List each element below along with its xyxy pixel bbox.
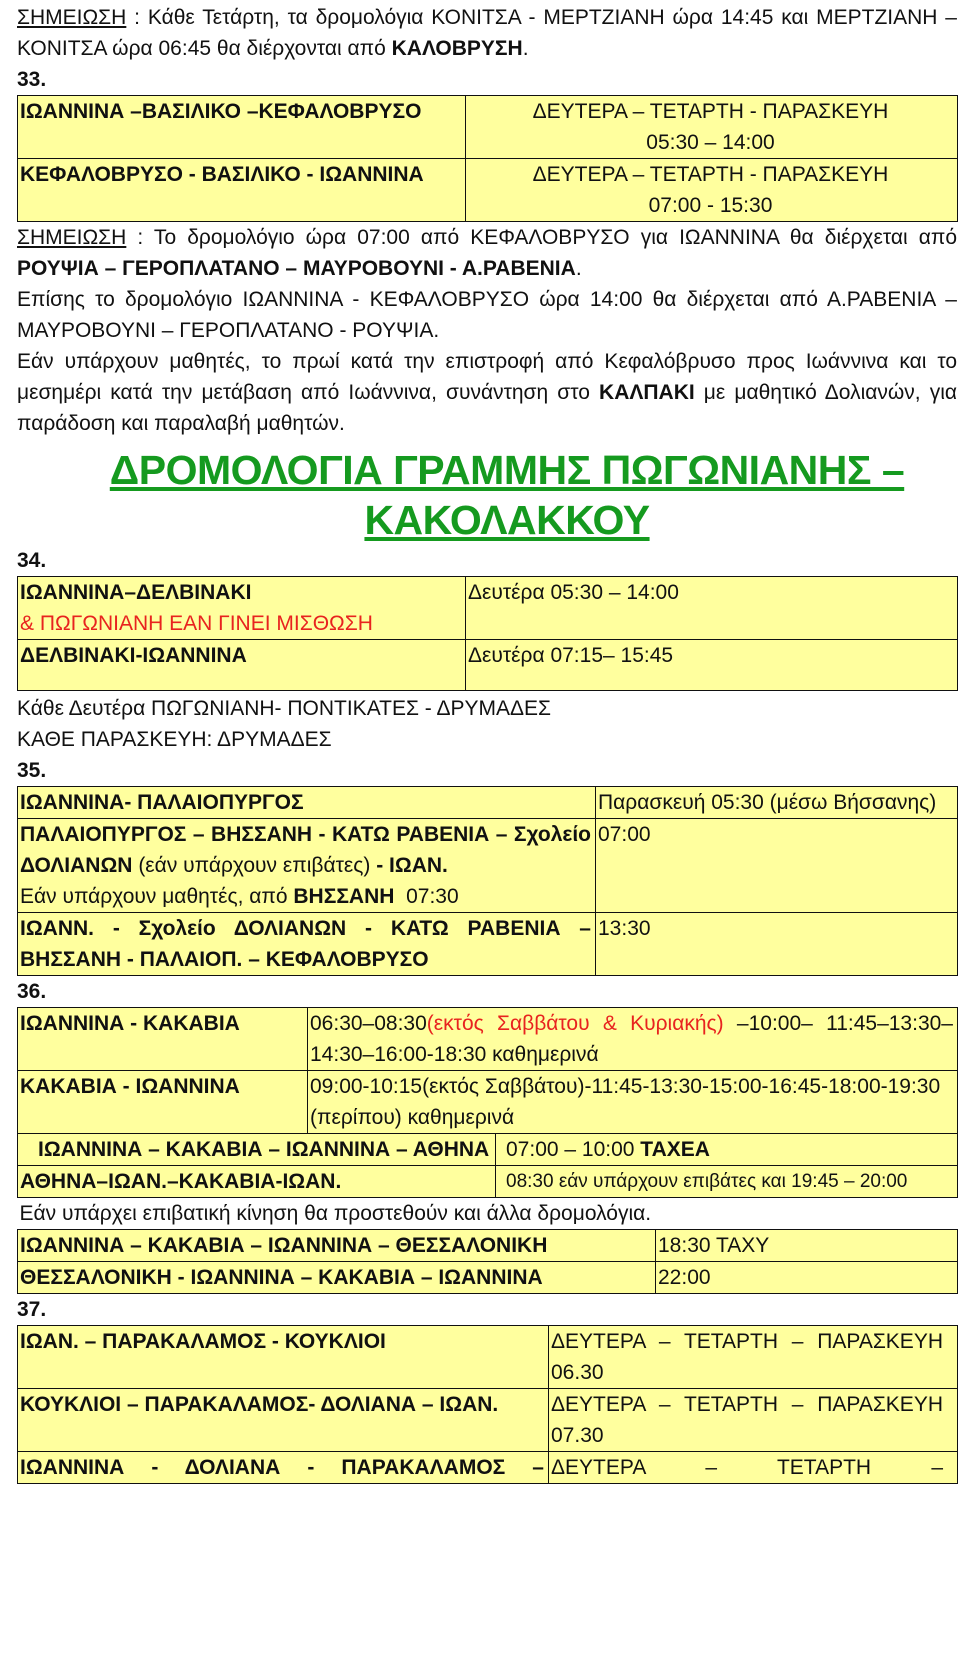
time-cell	[496, 1134, 958, 1166]
table-row	[18, 1134, 958, 1166]
time-cell: ΔΕΥΤΕΡΑ – ΤΕΤΑΡΤΗ – ΠΑΡΑΣΚΕΥΗ 06.30	[549, 1326, 958, 1389]
table-row	[18, 1230, 958, 1262]
heading-line-2: ΚΑΚΟΛΑΚΚΟΥ	[364, 497, 650, 543]
student-stop: ΒΗΣΣΑΝΗ	[293, 885, 395, 908]
route-number-35: 35.	[17, 759, 47, 782]
time-text: 06:30–08:30	[310, 1012, 427, 1035]
days-text: ΔΕΥΤΕΡΑ – ΤΕΤΑΡΤΗ - ΠΑΡΑΣΚΕΥΗ	[532, 100, 889, 123]
times-text: 05:30 – 14:00	[646, 131, 775, 154]
note-33-second: Επίσης το δρομολόγιο ΙΩΑΝΝΙΝΑ - ΚΕΦΑΛΟΒΡΥΣΟ ώρα 14:00 θα διέρχεται από Α.ΡΑΒΕΝΙΑ – ΜΑΥΡΟΒΟΥΝΙ – ΓΕΡΟΠΛΑΤΑΝΟ - ΡΟΥΨΙΑ.	[17, 288, 957, 342]
route-extra-text: & ΠΩΓΩΝΙΑΝΗ ΕΑΝ ΓΙΝΕΙ ΜΙΣΘΩΣΗ	[20, 612, 373, 635]
time-cell: 09:00-10:15(εκτός Σαββάτου)-11:45-13:30-15:00-16:45-18:00-19:30 (περίπου) καθημερινά	[308, 1071, 958, 1134]
route-cell: ΙΩΑΝΝ. - Σχολείο ΔΟΛΙΑΝΩΝ - ΚΑΤΩ ΡΑΒΕΝΙΑ – ΒΗΣΣΑΝΗ - ΠΑΛΑΙΟΠ. – ΚΕΦΑΛΟΒΡΥΣΟ	[18, 913, 596, 976]
note-end: .	[522, 37, 529, 60]
note-place: ΚΑΛΟΒΡΥΣΗ	[391, 37, 523, 60]
note-top	[17, 2, 957, 64]
note-end: .	[575, 257, 582, 280]
route-number-37: 37.	[17, 1298, 47, 1321]
note-cell: Εάν υπάρχει επιβατική κίνηση θα προστεθούν και άλλα δρομολόγια.	[18, 1198, 958, 1230]
time-cell: Παρασκευή 05:30 (μέσω Βήσσανης)	[596, 787, 958, 819]
route-number-36: 36.	[17, 980, 47, 1003]
route-number-33: 33.	[17, 68, 47, 91]
note-text: Εάν υπάρχουν μαθητές, το πρωί κατά την επιστροφή από Κεφαλόβρυσο προς Ιωάννινα και το μεσημέρι κατά την μετάβαση από Ιωάννινα, συνάντηση στο	[17, 350, 957, 404]
route-condition: (εάν υπάρχουν επιβάτες)	[132, 854, 377, 877]
time-cell: Δευτέρα 05:30 – 14:00	[466, 577, 958, 640]
note-label: ΣΗΜΕΙΩΣΗ	[17, 6, 127, 29]
table-row	[18, 819, 958, 913]
student-time: 07:30	[394, 885, 459, 908]
route-text: ΙΩΑΝΝΙΝΑ - ΔΟΛΙΑΝΑ - ΠΑΡΑΚΑΛΑΜΟΣ –	[20, 1456, 544, 1479]
route-text: ΙΩΑΝΝΙΝΑ–ΔΕΛΒΙΝΑΚΙ	[20, 581, 252, 604]
route-end: - ΙΩΑΝ.	[376, 854, 448, 877]
table-row	[18, 1166, 958, 1198]
table-row	[18, 640, 958, 691]
route-cell: ΙΩΑΝΝΙΝΑ – ΚΑΚΑΒΙΑ – ΙΩΑΝΝΙΝΑ – ΘΕΣΣΑΛΟΝΙΚΗ	[18, 1230, 656, 1262]
schedule-table-35	[17, 786, 958, 976]
note-text: : Κάθε Τετάρτη, τα δρομολόγια ΚΟΝΙΤΣΑ - ΜΕΡΤΖΙΑΝΗ ώρα 14:45 και ΜΕΡΤΖΙΑΝΗ – ΚΟΝΙΤΣΑ ώρα 06:45 θα διέρχονται από	[17, 6, 957, 60]
route-cell: ΑΘΗΝΑ–ΙΩΑΝ.–ΚΑΚΑΒΙΑ-ΙΩΑΝ.	[18, 1166, 496, 1198]
route-cell: ΙΩΑΝ. – ΠΑΡΑΚΑΛΑΜΟΣ - ΚΟΥΚΛΙΟΙ	[18, 1326, 549, 1389]
route-cell	[18, 577, 466, 640]
note-33-third	[17, 346, 957, 439]
route-cell: ΘΕΣΣΑΛΟΝΙΚΗ - ΙΩΑΝΝΙΝΑ – ΚΑΚΑΒΙΑ – ΙΩΑΝΝΙΝΑ	[18, 1262, 656, 1294]
route-number-34: 34.	[17, 549, 47, 572]
route-cell: ΚΑΚΑΒΙΑ - ΙΩΑΝΝΙΝΑ	[18, 1071, 308, 1134]
schedule-table-33	[17, 95, 958, 222]
time-text: 07:00 – 10:00	[506, 1138, 641, 1161]
table-row	[18, 1389, 958, 1452]
table-row	[18, 1262, 958, 1294]
time-text-rest: –10:00– 11:45–13:30–14:30–16:00-18:30 καθημερινά	[310, 1012, 953, 1066]
route-cell: ΚΕΦΑΛΟΒΡΥΣΟ - ΒΑΣΙΛΙΚΟ - ΙΩΑΝΝΙΝΑ	[18, 159, 466, 222]
time-cell: 08:30 εάν υπάρχουν επιβάτες και 19:45 – 20:00	[496, 1166, 958, 1198]
note-34-first: Κάθε Δευτέρα ΠΩΓΩΝΙΑΝΗ- ΠΟΝΤΙΚΑΤΕΣ - ΔΡΥΜΑΔΕΣ	[17, 697, 552, 720]
schedule-table-34	[17, 576, 958, 691]
note-text-end: με μαθητικό Δολιανών, για παράδοση και παραλαβή μαθητών.	[17, 381, 958, 435]
time-cell: 22:00	[656, 1262, 958, 1294]
table-row	[18, 577, 958, 640]
route-cell	[18, 819, 596, 913]
note-label: ΣΗΜΕΙΩΣΗ	[17, 226, 127, 249]
route-cell	[18, 1452, 549, 1484]
table-row	[18, 1071, 958, 1134]
time-cell: ΔΕΥΤΕΡΑ – ΤΕΤΑΡΤΗ – ΠΑΡΑΣΚΕΥΗ 07.30	[549, 1389, 958, 1452]
route-cell: ΔΕΛΒΙΝΑΚΙ-ΙΩΑΝΝΙΝΑ	[18, 640, 466, 691]
time-cell	[549, 1452, 958, 1484]
note-place: ΚΑΛΠΑΚΙ	[599, 381, 695, 404]
time-cell	[466, 159, 958, 222]
route-cell: ΙΩΑΝΝΙΝΑ – ΚΑΚΑΒΙΑ – ΙΩΑΝΝΙΝΑ – ΑΘΗΝΑ	[18, 1134, 496, 1166]
table-row	[18, 1326, 958, 1389]
note-33	[17, 222, 957, 284]
time-cell: 07:00	[596, 819, 958, 913]
time-cell: Δευτέρα 07:15– 15:45	[466, 640, 958, 691]
note-villages: ΡΟΥΨΙΑ – ΓΕΡΟΠΛΑΤΑΝΟ – ΜΑΥΡΟΒΟΥΝΙ - Α.ΡΑΒΕΝΙΑ	[17, 257, 576, 280]
route-cell: ΙΩΑΝΝΙΝΑ –ΒΑΣΙΛΙΚΟ –ΚΕΦΑΛΟΒΡΥΣΟ	[18, 96, 466, 159]
heading-line-1: ΔΡΟΜΟΛΟΓΙΑ ΓΡΑΜΜΗΣ ΠΩΓΩΝΙΑΝΗΣ –	[109, 447, 905, 493]
route-cell: ΙΩΑΝΝΙΝΑ - ΚΑΚΑΒΙΑ	[18, 1008, 308, 1071]
time-cell: 18:30 ΤΑΧΥ	[656, 1230, 958, 1262]
table-row	[18, 1198, 958, 1230]
table-row	[18, 1008, 958, 1071]
table-row	[18, 787, 958, 819]
student-note: Εάν υπάρχουν μαθητές, από	[20, 885, 294, 908]
time-cell	[466, 96, 958, 159]
note-34-second: ΚΑΘΕ ΠΑΡΑΣΚΕΥΗ: ΔΡΥΜΑΔΕΣ	[17, 728, 332, 751]
route-cell: ΙΩΑΝΝΙΝΑ- ΠΑΛΑΙΟΠΥΡΓΟΣ	[18, 787, 596, 819]
schedule-table-36	[17, 1007, 958, 1294]
days-text: ΔΕΥΤΕΡΑ – ΤΕΤΑΡΤΗ - ΠΑΡΑΣΚΕΥΗ	[532, 163, 889, 186]
note-text: : Το δρομολόγιο ώρα 07:00 από ΚΕΦΑΛΟΒΡΥΣΟ για ΙΩΑΝΝΙΝΑ θα διέρχεται από	[126, 226, 957, 249]
time-exception: (εκτός Σαββάτου & Κυριακής)	[426, 1012, 724, 1035]
table-row	[18, 159, 958, 222]
section-heading	[57, 445, 957, 545]
document-page	[17, 0, 957, 1484]
table-row	[18, 913, 958, 976]
time-cell: 13:30	[596, 913, 958, 976]
time-text: ΔΕΥΤΕΡΑ – ΤΕΤΑΡΤΗ –	[551, 1456, 943, 1479]
time-cell	[308, 1008, 958, 1071]
time-type: ΤΑΧΕΑ	[640, 1138, 710, 1161]
times-text: 07:00 - 15:30	[648, 194, 773, 217]
route-text: ΠΑΛΑΙΟΠΥΡΓΟΣ – ΒΗΣΣΑΝΗ - ΚΑΤΩ ΡΑΒΕΝΙΑ – Σχολείο ΔΟΛΙΑΝΩΝ	[20, 823, 591, 877]
table-row	[18, 1452, 958, 1484]
table-row	[18, 96, 958, 159]
route-cell: ΚΟΥΚΛΙΟΙ – ΠΑΡΑΚΑΛΑΜΟΣ- ΔΟΛΙΑΝΑ – ΙΩΑΝ.	[18, 1389, 549, 1452]
schedule-table-37	[17, 1325, 958, 1484]
